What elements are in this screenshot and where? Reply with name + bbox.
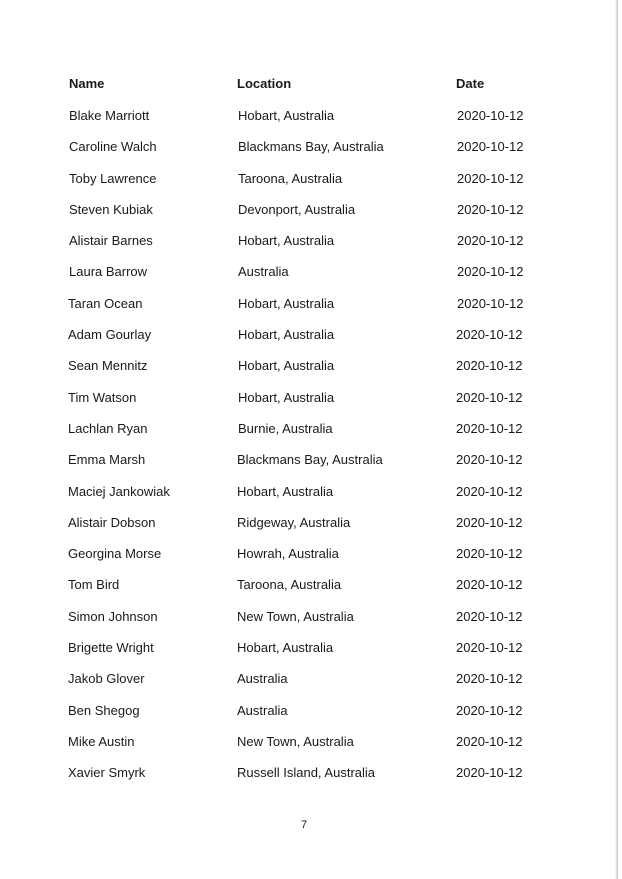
row-location: Hobart, Australia	[238, 327, 335, 343]
row-location: Hobart, Australia	[238, 358, 335, 374]
table-row	[0, 264, 612, 295]
row-name: Adam Gourlay	[68, 327, 152, 343]
row-name: Laura Barrow	[69, 264, 148, 280]
row-location: Devonport, Australia	[238, 201, 356, 217]
row-date: 2020-10-12	[456, 765, 523, 781]
row-location: Hobart, Australia	[238, 389, 335, 405]
row-location: Hobart, Australia	[237, 483, 334, 499]
row-name: Simon Johnson	[68, 608, 158, 624]
row-location: Hobart, Australia	[238, 295, 335, 311]
row-name: Taran Ocean	[68, 295, 143, 311]
row-name: Georgina Morse	[68, 546, 162, 562]
row-date: 2020-10-12	[456, 389, 523, 405]
row-name: Jakob Glover	[68, 671, 145, 687]
row-date: 2020-10-12	[456, 420, 523, 436]
table-row	[0, 390, 612, 421]
table-row	[0, 358, 612, 389]
row-date: 2020-10-12	[457, 264, 524, 280]
row-name: Alistair Dobson	[68, 514, 156, 530]
row-name: Ben Shegog	[68, 702, 140, 718]
row-name: Tom Bird	[68, 577, 120, 593]
row-date: 2020-10-12	[456, 702, 523, 718]
table-header	[0, 76, 612, 96]
header-name: Name	[69, 76, 105, 91]
row-name: Lachlan Ryan	[68, 420, 148, 436]
row-location: Russell Island, Australia	[237, 765, 376, 781]
table-row	[0, 546, 612, 577]
table-row	[0, 734, 612, 765]
row-date: 2020-10-12	[456, 577, 523, 593]
row-date: 2020-10-12	[456, 671, 523, 687]
table-row	[0, 139, 612, 170]
table-row	[0, 202, 612, 233]
header-date: Date	[456, 76, 485, 91]
row-location: Hobart, Australia	[238, 108, 335, 123]
table-row	[0, 640, 612, 671]
table-row	[0, 609, 612, 640]
row-date: 2020-10-12	[456, 358, 523, 374]
table-row	[0, 171, 612, 202]
table-row	[0, 452, 612, 483]
row-location: Australia	[237, 671, 288, 687]
row-date: 2020-10-12	[456, 327, 523, 343]
row-location: Howrah, Australia	[237, 546, 339, 562]
table-row	[0, 484, 612, 515]
row-date: 2020-10-12	[456, 733, 523, 749]
row-date: 2020-10-12	[456, 640, 523, 656]
row-date: 2020-10-12	[456, 514, 523, 530]
row-name: Alistair Barnes	[69, 233, 153, 249]
row-location: New Town, Australia	[237, 608, 354, 624]
row-date: 2020-10-12	[457, 139, 524, 155]
row-location: Blackmans Bay, Australia	[237, 452, 383, 468]
row-location: Australia	[237, 702, 288, 718]
row-name: Steven Kubiak	[69, 201, 153, 217]
table-body	[0, 108, 612, 797]
row-date: 2020-10-12	[456, 483, 523, 499]
table-row	[0, 577, 612, 608]
row-name: Caroline Walch	[69, 139, 157, 155]
table-row	[0, 671, 612, 702]
row-date: 2020-10-12	[457, 108, 524, 123]
row-date: 2020-10-12	[457, 170, 524, 186]
table-row	[0, 421, 612, 452]
row-date: 2020-10-12	[457, 295, 524, 311]
row-date: 2020-10-12	[456, 546, 523, 562]
row-name: Toby Lawrence	[69, 170, 157, 186]
row-name: Xavier Smyrk	[68, 765, 146, 781]
row-name: Blake Marriott	[69, 108, 150, 123]
row-name: Brigette Wright	[68, 640, 154, 656]
table-row	[0, 296, 612, 327]
row-location: Taroona, Australia	[238, 170, 343, 186]
row-name: Emma Marsh	[68, 452, 146, 468]
row-name: Tim Watson	[68, 389, 137, 405]
header-location: Location	[237, 76, 292, 91]
table-row	[0, 515, 612, 546]
table-row	[0, 703, 612, 734]
row-date: 2020-10-12	[457, 201, 524, 217]
row-location: Ridgeway, Australia	[237, 514, 351, 530]
row-location: Taroona, Australia	[237, 577, 342, 593]
row-name: Sean Mennitz	[68, 358, 148, 374]
row-location: New Town, Australia	[237, 733, 354, 749]
table-row	[0, 765, 612, 796]
row-location: Hobart, Australia	[238, 233, 335, 249]
page-number: 7	[300, 819, 308, 831]
row-location: Blackmans Bay, Australia	[238, 139, 384, 155]
row-name: Mike Austin	[68, 733, 135, 749]
row-location: Burnie, Australia	[238, 420, 333, 436]
page-edge-shadow	[615, 0, 618, 879]
row-location: Australia	[238, 264, 289, 280]
row-date: 2020-10-12	[456, 452, 523, 468]
table-row	[0, 108, 612, 139]
table-row	[0, 327, 612, 358]
row-date: 2020-10-12	[457, 233, 524, 249]
row-name: Maciej Jankowiak	[68, 483, 170, 499]
table-row	[0, 233, 612, 264]
row-date: 2020-10-12	[456, 608, 523, 624]
row-location: Hobart, Australia	[237, 640, 334, 656]
